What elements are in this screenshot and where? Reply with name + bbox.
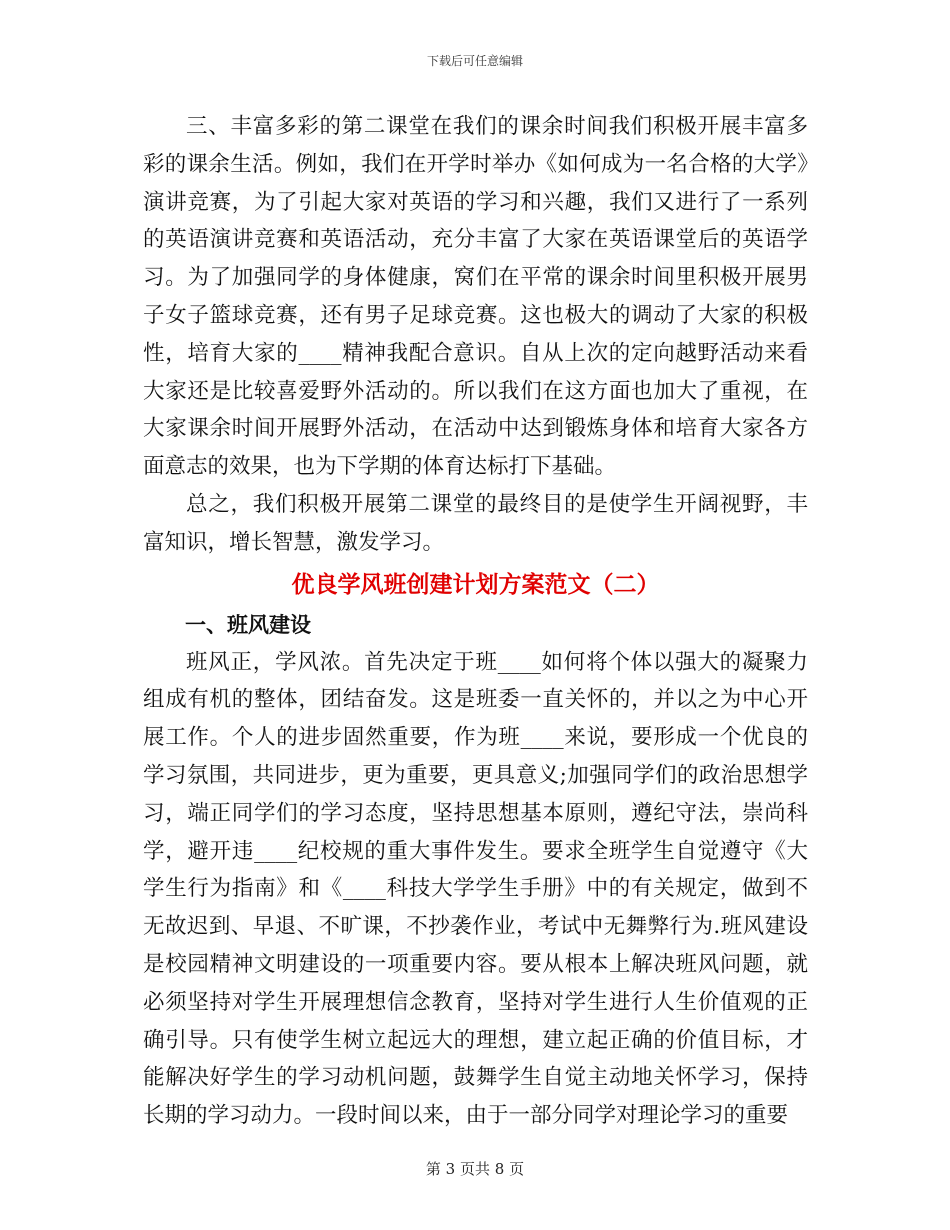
page-number: 第 3 页共 8 页 xyxy=(425,1160,525,1178)
document-body xyxy=(143,108,808,1135)
section-heading-class-style: 一、班风建设 xyxy=(185,612,311,637)
paragraph-summary: 总之，我们积极开展第二课堂的最终目的是使学生开阔视野，丰富知识，增长智慧，激发学习。 xyxy=(143,491,808,555)
document-title: 优良学风班创建计划方案范文（二） xyxy=(291,571,660,598)
paragraph-second-classroom: 三、丰富多彩的第二课堂在我们的课余时间我们积极开展丰富多彩的课余生活。例如，我们在开学时举办《如何成为一名合格的大学》演讲竞赛，为了引起大家对英语的学习和兴趣，我们又进行了一系列的英语演讲竞赛和英语活动，充分丰富了大家在英语课堂后的英语学习。为了加强同学的身体健康，窝们在平常的课余时间里积极开展男子女子篮球竞赛，还有男子足球竞赛。这也极大的调动了大家的积极性，培育大家的____精神我配合意识。自从上次的定向越野活动来看大家还是比较喜爱野外活动的。所以我们在这方面也加大了重视，在大家课余时间开展野外活动，在活动中达到锻炼身体和培育大家各方面意志的效果，也为下学期的体育达标打下基础。 xyxy=(143,114,808,480)
paragraph-class-style: 班风正，学风浓。首先决定于班____如何将个体以强大的凝聚力组成有机的整体，团结奋发。这是班委一直关怀的，并以之为中心开展工作。个人的进步固然重要，作为班____来说，要形成一个优良的学习氛围，共同进步，更为重要，更具意义;加强同学们的政治思想学习，端正同学们的学习态度，坚持思想基本原则，遵纪守法，崇尚科学，避开违____纪校规的重大事件发生。要求全班学生自觉遵守《大学生行为指南》和《____科技大学学生手册》中的有关规定，做到不无故迟到、早退、不旷课，不抄袭作业，考试中无舞弊行为.班风建设是校园精神文明建设的一项重要内容。要从根本上解决班风问题，就必须坚持对学生开展理想信念教育，坚持对学生进行人生价值观的正确引导。只有使学生树立起远大的理想，建立起正确的价值目标，才能解决好学生的学习动机问题，鼓舞学生自觉主动地关怀学习，保持长期的学习动力。一段时间以来，由于一部分同学对理论学习的重要 xyxy=(143,649,808,1129)
page-header-note: 下载后可任意编辑 xyxy=(426,54,523,68)
